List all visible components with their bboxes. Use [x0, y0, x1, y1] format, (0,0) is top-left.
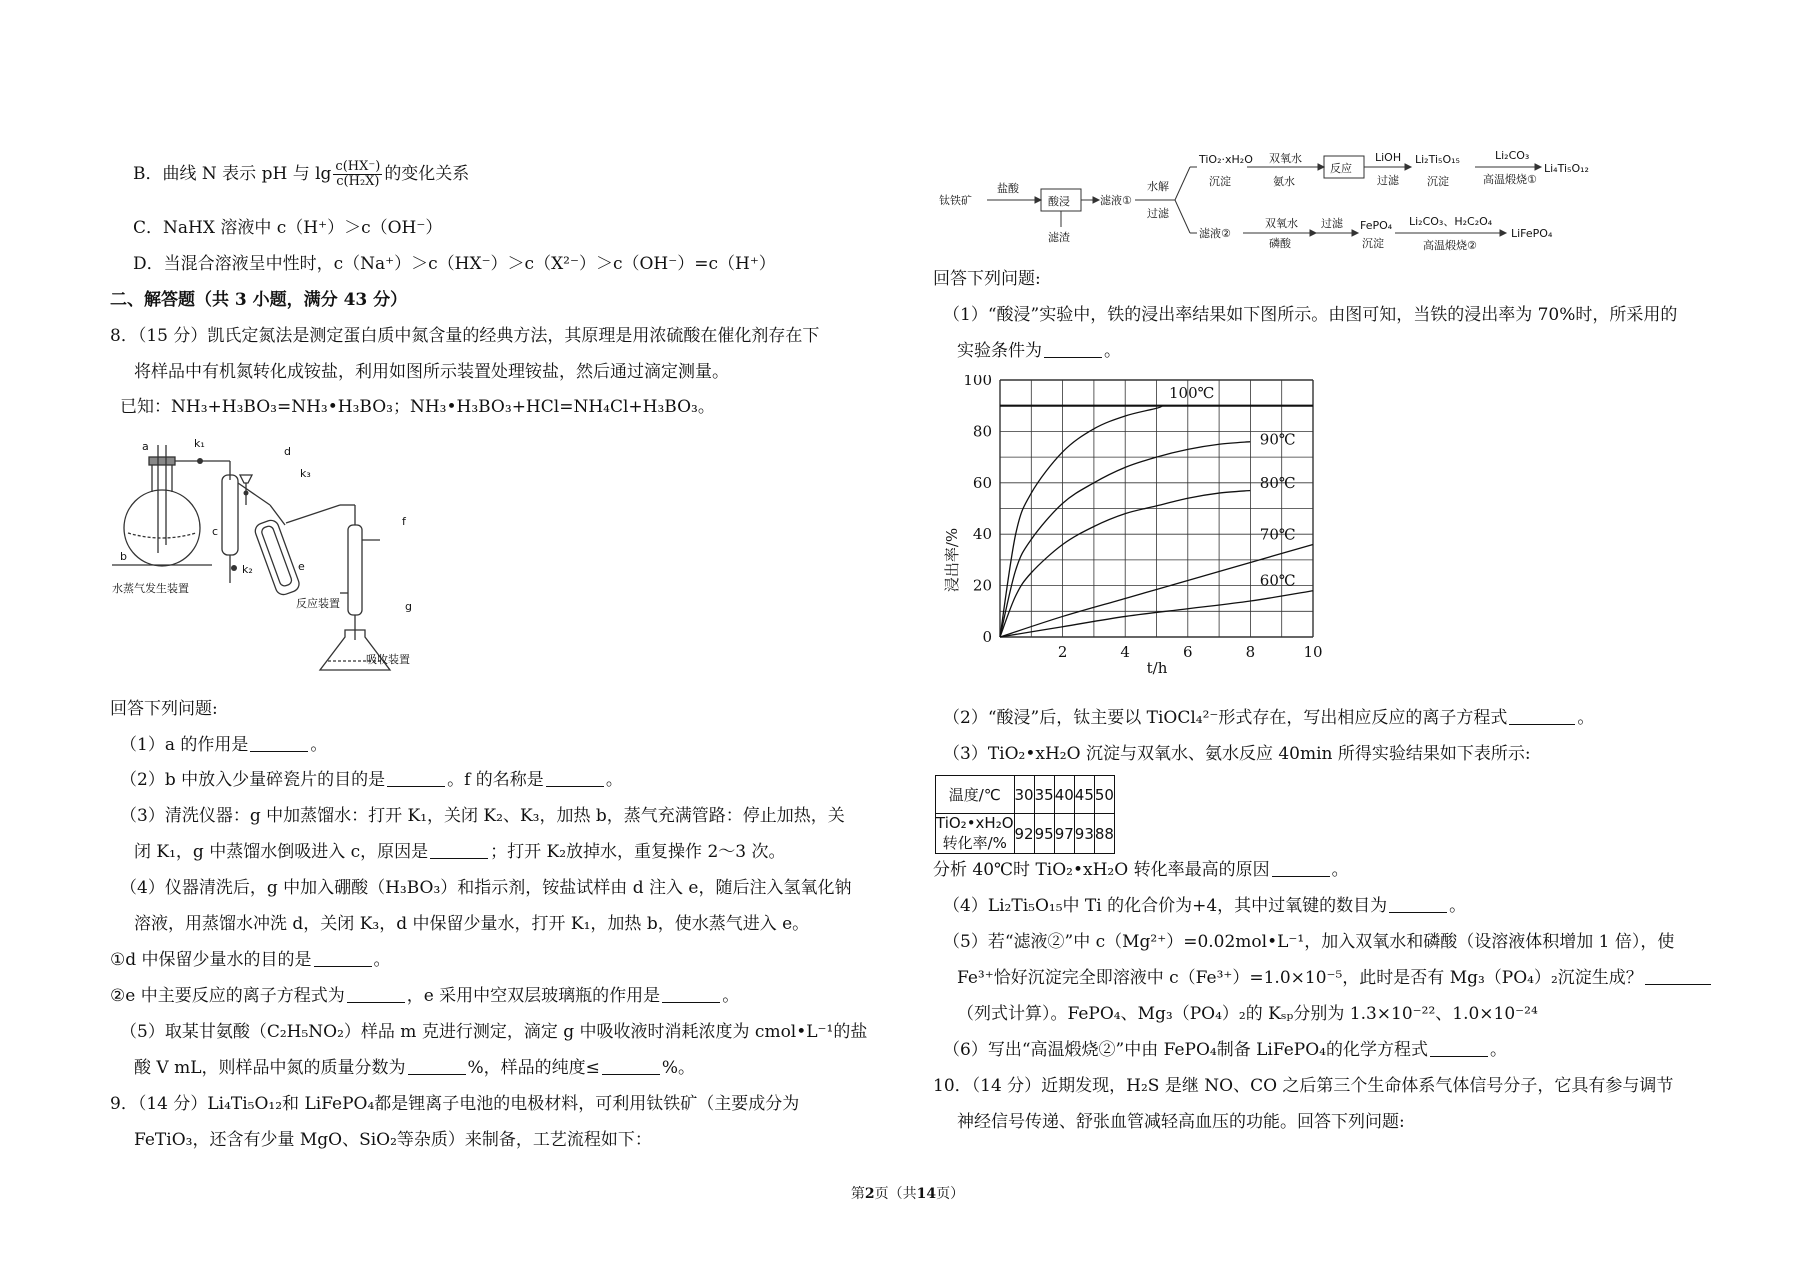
chart-ticks	[963, 375, 1322, 661]
series-line-0	[1000, 406, 1163, 637]
table-cell: 50	[1094, 776, 1114, 814]
chart-xlabel: t/h	[1146, 659, 1168, 677]
q9-line1: 9．（14 分）Li₄Ti₅O₁₂和 LiFePO₄都是锂离子电池的电极材料，可利用钛铁矿（主要成分为	[110, 1094, 800, 1114]
label-b: b	[120, 550, 127, 563]
flow-filter2: 过滤	[1377, 174, 1399, 187]
flow-tio2: TiO₂·xH₂O	[1199, 153, 1253, 166]
funnel-d	[240, 475, 252, 505]
q8-part4-sub2	[110, 985, 739, 1007]
q9-part6-end: 。	[1489, 1040, 1507, 1060]
q9-part2-blank[interactable]	[1509, 708, 1575, 725]
q10-line2: 神经信号传递、舒张血管减轻高血压的功能。回答下列问题:	[957, 1112, 1405, 1132]
table-cell: 88	[1094, 814, 1114, 854]
flow-hydrolysis: 水解	[1147, 180, 1169, 193]
q9-part6-blank[interactable]	[1430, 1040, 1488, 1057]
table-head-rate: TiO₂•xH₂O 转化率/%	[936, 814, 1014, 852]
flow-li4ti5o12: Li₄Ti₅O₁₂	[1544, 162, 1589, 175]
q9-part5-line2	[957, 967, 1713, 989]
q8-part3-text: 闭 K₁，g 中蒸馏水倒吸进入 c，原因是	[134, 842, 429, 862]
condenser-f	[340, 525, 380, 640]
page-footer	[0, 1183, 1815, 1203]
flow-reaction: 反应	[1330, 162, 1352, 175]
series-label: 90℃	[1259, 430, 1296, 449]
option-b-tail: 的变化关系	[384, 164, 470, 184]
q8-part4-sub2-text2: ，e 采用中空双层玻璃瓶的作用是	[406, 986, 661, 1006]
q9-part4	[943, 895, 1466, 917]
x-tick-label: 4	[1120, 643, 1130, 661]
flow-precip2: 沉淀	[1427, 175, 1449, 188]
series-label: 60℃	[1259, 571, 1296, 590]
q8-part3-blank[interactable]	[430, 842, 488, 859]
q9-part1-blank[interactable]	[1044, 341, 1102, 358]
flow-acid-leach: 酸浸	[1048, 195, 1070, 208]
table-cell: 95	[1034, 814, 1054, 854]
y-tick-label: 20	[972, 576, 992, 595]
label-k2: k₂	[242, 563, 253, 576]
q8-part2-blank2[interactable]	[546, 770, 604, 787]
q8-known: 已知：NH₃+H₃BO₃=NH₃•H₃BO₃；NH₃•H₃BO₃+HCl=NH₄Cl+H₃BO₃。	[120, 397, 715, 417]
option-b	[133, 160, 469, 189]
q9-part5-blank[interactable]	[1645, 968, 1711, 985]
y-tick-label: 0	[982, 628, 992, 646]
table-cell: 45	[1074, 776, 1094, 814]
q8-part4-sub2-blank1[interactable]	[347, 986, 405, 1003]
flow-filter3: 过滤	[1321, 217, 1343, 230]
q8-part1-blank[interactable]	[250, 735, 308, 752]
q8-part4-line2: 溶液，用蒸馏水冲洗 d，关闭 K₃，d 中保留少量水，打开 K₁，加热 b，使水蒸气进入 e。	[134, 914, 810, 934]
q9-part6	[943, 1039, 1507, 1061]
steam-generator-flask	[112, 445, 230, 566]
q8-part4-sub2-text: ②e 中主要反应的离子方程式为	[110, 986, 345, 1006]
q8-part4-sub1	[110, 949, 391, 971]
q8-part4-sub1-blank[interactable]	[314, 950, 372, 967]
q8-line2: 将样品中有机氮转化成铵盐，利用如图所示装置处理铵盐，然后通过滴定测量。	[134, 362, 729, 382]
table-row	[936, 776, 1115, 814]
q8-part5-line2	[134, 1057, 695, 1079]
flow-ore: 钛铁矿	[939, 194, 972, 207]
q9-part2-end: 。	[1577, 708, 1595, 728]
q8-part1	[120, 734, 327, 756]
q9-part1-line2	[957, 340, 1121, 362]
fraction-denominator: c(H₂X)	[336, 174, 380, 189]
x-tick-label: 10	[1303, 643, 1323, 661]
leach-rate-chart	[935, 375, 1355, 685]
q8-part5-blank2[interactable]	[602, 1058, 660, 1075]
option-b-text: B．曲线 N 表示 pH 与 lg	[133, 164, 332, 184]
q9-part6-text: （6）写出“高温煅烧②”中由 FePO₄制备 LiFePO₄的化学方程式	[943, 1040, 1428, 1060]
q8-part1-end: 。	[310, 735, 328, 755]
x-tick-label: 8	[1245, 643, 1256, 661]
table-head-temp: 温度/℃	[936, 776, 1015, 814]
y-tick-label: 40	[972, 525, 992, 544]
label-k1: k₁	[194, 437, 205, 450]
q8-part5-blank1[interactable]	[408, 1058, 466, 1075]
q9-part2-text: （2）“酸浸”后，钛主要以 TiOCl₄²⁻形式存在，写出相应反应的离子方程式	[943, 708, 1508, 728]
flow-ammonia: 氨水	[1273, 175, 1295, 188]
q8-part5-text2: %，样品的纯度≤	[467, 1058, 600, 1078]
q8-part4-line1: （4）仪器清洗后，g 中加入硼酸（H₃BO₃）和指示剂，铵盐试样由 d 注入 e，随后注入氢氧化钠	[120, 878, 852, 898]
table-cell: 93	[1074, 814, 1094, 854]
flow-lifepo4: LiFePO₄	[1511, 227, 1553, 240]
q8-part4-sub2-blank2[interactable]	[662, 986, 720, 1003]
q8-part2-text: （2）b 中放入少量碎瓷片的目的是	[120, 770, 386, 790]
q9-part4-end: 。	[1449, 896, 1467, 916]
flow-li2co3-h2c2o4: Li₂CO₃、H₂C₂O₄	[1409, 215, 1493, 228]
k1-valve[interactable]	[197, 458, 203, 464]
q9-part5-line1: （5）若“滤液②”中 c（Mg²⁺）=0.02mol•L⁻¹，加入双氧水和磷酸（设溶液体积增加 1 倍），使	[943, 932, 1675, 952]
x-tick-label: 2	[1057, 643, 1068, 661]
q8-part2-end: 。	[605, 770, 623, 790]
flow-li2ti5o15: Li₂Ti₅O₁₅	[1415, 153, 1460, 166]
flow-h2o2-1: 双氧水	[1269, 152, 1302, 165]
q8-part1-text: （1）a 的作用是	[120, 735, 249, 755]
y-tick-label: 80	[972, 422, 992, 441]
q9-line2: FeTiO₃，还含有少量 MgO、SiO₂等杂质）来制备，工艺流程如下：	[134, 1130, 652, 1150]
label-c: c	[212, 525, 219, 538]
y-tick-label: 60	[972, 473, 992, 492]
option-c: C．NaHX 溶液中 c（H⁺）＞c（OH⁻）	[133, 218, 443, 238]
label-a: a	[142, 440, 149, 453]
flow-h2o2-2: 双氧水	[1265, 217, 1298, 230]
q9-part3-blank[interactable]	[1272, 860, 1330, 877]
chart-ylabel: 浸出率/%	[943, 527, 961, 593]
q9-part3-end: 。	[1331, 860, 1349, 880]
table-cell: 97	[1054, 814, 1074, 854]
flow-fepo4: FePO₄	[1360, 219, 1393, 232]
q8-line1: 8．（15 分）凯氏定氮法是测定蛋白质中氮含量的经典方法，其原理是用浓硫酸在催化剂存在下	[110, 326, 820, 346]
fraction-numerator: c(HX⁻)	[335, 159, 381, 174]
x-tick-label: 6	[1183, 643, 1193, 661]
caption-reaction: 反应装置	[296, 597, 340, 610]
caption-steam-generator: 水蒸气发生装置	[112, 582, 189, 595]
apparatus-figure	[100, 425, 450, 675]
k2-valve[interactable]	[231, 565, 237, 571]
flow-lioh: LiOH	[1375, 151, 1402, 164]
q8-part2-blank1[interactable]	[387, 770, 445, 787]
section-heading	[110, 289, 407, 311]
flow-calcine1: 高温煅烧①	[1483, 173, 1537, 186]
option-d: D．当混合溶液呈中性时，c（Na⁺）＞c（HX⁻）＞c（X²⁻）＞c（OH⁻）=c（H⁺）	[133, 254, 776, 274]
table-cell: 40	[1054, 776, 1074, 814]
flow-residue: 滤渣	[1048, 231, 1070, 244]
flow-li2co3: Li₂CO₃	[1495, 149, 1530, 162]
flow-filtrate2: 滤液②	[1199, 227, 1231, 240]
q9-part1-text: 实验条件为	[957, 341, 1042, 361]
label-g: g	[405, 600, 412, 613]
process-flowchart	[935, 145, 1635, 255]
left-answer-prompt: 回答下列问题:	[110, 699, 218, 719]
q9-part3-analyze-text: 分析 40℃时 TiO₂•xH₂O 转化率最高的原因	[933, 860, 1270, 880]
q9-part4-blank[interactable]	[1389, 896, 1447, 913]
series-label: 100℃	[1169, 383, 1215, 402]
flow-precip3: 沉淀	[1362, 237, 1384, 250]
q8-part4-sub1-end: 。	[373, 950, 391, 970]
reaction-bottle-e	[253, 505, 355, 597]
section-heading-text: 二、解答题（共 3 小题，满分 43 分）	[110, 290, 408, 310]
label-e: e	[298, 560, 305, 573]
flow-calcine2: 高温煅烧②	[1423, 239, 1477, 252]
caption-absorption: 吸收装置	[366, 653, 410, 666]
q8-part3-tail: ；打开 K₂放掉水，重复操作 2～3 次。	[490, 842, 786, 862]
q9-part1-end: 。	[1104, 341, 1121, 361]
conversion-table	[935, 775, 1115, 854]
label-d: d	[284, 445, 291, 458]
q9-part5-text: Fe³⁺恰好沉淀完全即溶液中 c（Fe³⁺）=1.0×10⁻⁵，此时是否有 Mg₃（PO₄）₂沉淀生成？	[957, 968, 1643, 988]
table-cell: 92	[1014, 814, 1034, 854]
q8-part2-text2: 。f 的名称是	[447, 770, 544, 790]
label-k3: k₃	[300, 467, 311, 480]
q8-part5-line1: （5）取某甘氨酸（C₂H₅NO₂）样品 m 克进行测定，滴定 g 中吸收液时消耗浓度为 cmol•L⁻¹的盐	[120, 1022, 868, 1042]
right-answer-prompt: 回答下列问题:	[933, 269, 1041, 289]
flow-filtrate1: 滤液①	[1100, 194, 1132, 207]
q8-part3-line2	[134, 841, 786, 863]
flow-filter1: 过滤	[1147, 207, 1169, 220]
flow-h3po4: 磷酸	[1269, 237, 1291, 250]
series-label: 70℃	[1259, 525, 1296, 544]
q8-part2	[120, 769, 623, 791]
q8-part4-sub2-end: 。	[722, 986, 740, 1006]
q9-part3: （3）TiO₂•xH₂O 沉淀与双氧水、氨水反应 40min 所得实验结果如下表所示:	[943, 744, 1531, 764]
flow-hcl: 盐酸	[997, 182, 1019, 195]
option-b-fraction	[333, 160, 382, 189]
q9-part4-text: （4）Li₂Ti₅O₁₅中 Ti 的化合价为+4，其中过氧键的数目为	[943, 896, 1388, 916]
q9-part5-line3: （列式计算）。FePO₄、Mg₃（PO₄）₂的 Kₛₚ分别为 1.3×10⁻²²、1.0×10⁻²⁴	[957, 1004, 1538, 1024]
page-number: 第2页（共14页）	[850, 1186, 965, 1202]
table-row	[936, 814, 1115, 854]
series-label: 80℃	[1259, 473, 1296, 492]
table-cell: 30	[1014, 776, 1034, 814]
k3-valve[interactable]	[244, 491, 249, 496]
q9-part1-line1: （1）“酸浸”实验中，铁的浸出率结果如下图所示。由图可知，当铁的浸出率为 70%时，所采用的	[943, 305, 1678, 325]
q9-part2	[943, 707, 1594, 729]
label-f: f	[402, 515, 406, 528]
q9-part3-analyze	[933, 859, 1349, 881]
q8-part4-sub1-text: ①d 中保留少量水的目的是	[110, 950, 312, 970]
y-tick-label: 100	[963, 375, 992, 389]
q10-line1: 10．（14 分）近期发现，H₂S 是继 NO、CO 之后第三个生命体系气体信号分子，它具有参与调节	[933, 1076, 1674, 1096]
q8-part5-end: %。	[661, 1058, 696, 1078]
q8-part3-line1: （3）清洗仪器：g 中加蒸馏水：打开 K₁，关闭 K₂、K₃，加热 b，蒸气充满管路：停止加热，关	[120, 806, 845, 826]
table-cell: 35	[1034, 776, 1054, 814]
q8-part5-text: 酸 V mL，则样品中氮的质量分数为	[134, 1058, 406, 1078]
flow-precip1: 沉淀	[1209, 175, 1231, 188]
